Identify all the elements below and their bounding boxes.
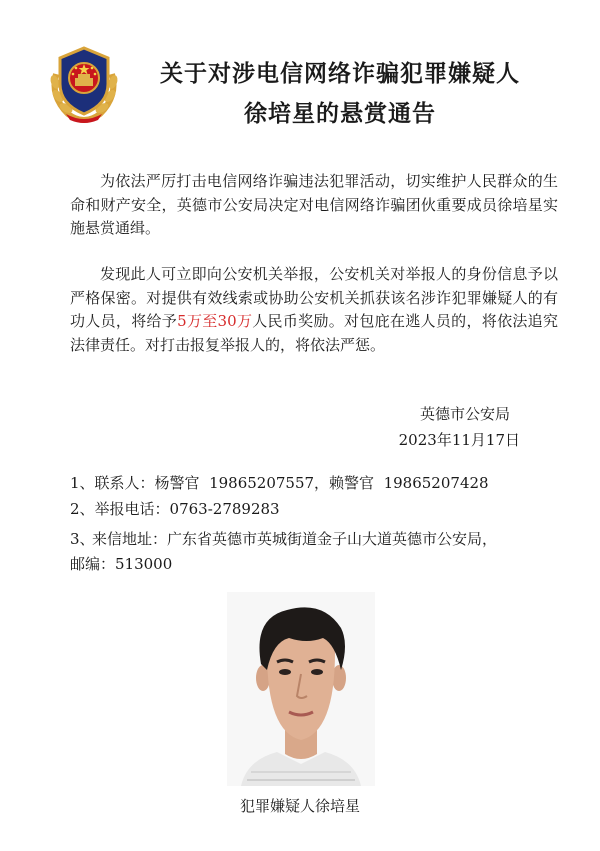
signature-date: 2023年11月17日	[398, 431, 520, 449]
report-phone-line: 2、举报电话：0763-2789283	[70, 500, 280, 518]
police-emblem-icon	[46, 44, 122, 124]
paragraph-intro: 为依法严厉打击电信网络诈骗违法犯罪活动，切实维护人民群众的生命和财产安全，英德市公安局决定对电信网络诈骗团伙重要成员徐培星实施悬赏通缉。	[70, 172, 558, 237]
notice-title-line1: 关于对涉电信网络诈骗犯罪嫌疑人	[160, 60, 520, 87]
mailing-address-line	[70, 527, 558, 577]
paragraph-reward-text-a: 发现此人可立即向公安机关举报，公安机关对举报人的身份信息予以严格保密。对提供有效线索或协助公安机关抓获该名涉诈犯罪嫌疑人的有功人员，将给予	[70, 265, 558, 330]
contact-person-line: 1、联系人：杨警官 19865207557，赖警官 19865207428	[70, 474, 489, 492]
suspect-photo-caption: 犯罪嫌疑人徐培星	[239, 797, 360, 815]
signature-organization: 英德市公安局	[419, 405, 510, 423]
postal-code-text: 邮编：513000	[70, 555, 173, 573]
notice-title-line2: 徐培星的悬赏通告	[244, 100, 436, 127]
paragraph-reward	[70, 263, 558, 357]
address-item-number: 3、	[70, 530, 95, 548]
paragraph-reward-text-b: 人民币奖励。对包庇在逃人员的，将依法追究法律责任。对打击报复举报人的，将依法严惩。	[70, 312, 558, 354]
address-text: 来信地址：广东省英德市英城街道金子山大道英德市公安局，	[92, 530, 498, 548]
reward-amount-highlight: 5万至30万	[177, 312, 253, 330]
suspect-photo	[227, 592, 375, 786]
